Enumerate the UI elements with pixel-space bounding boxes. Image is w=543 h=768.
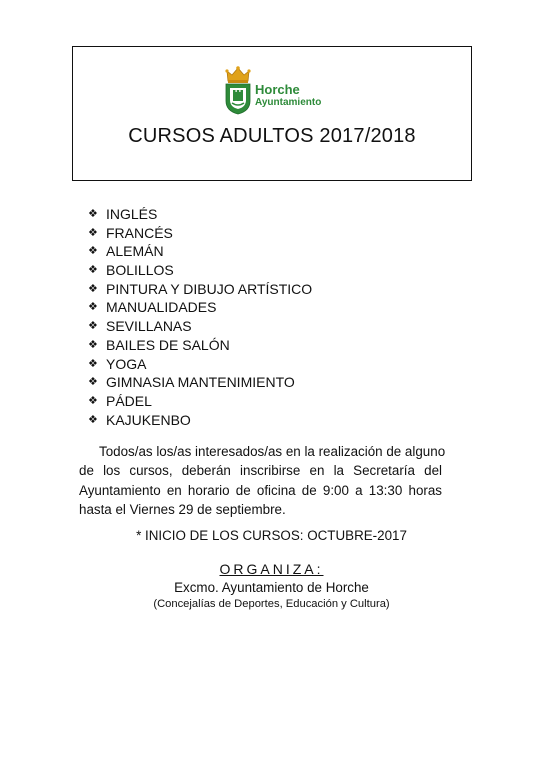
page-title: CURSOS ADULTOS 2017/2018 — [128, 125, 416, 147]
info-line: hasta el Viernes 29 de septiembre. — [79, 501, 286, 517]
diamond-bullet-icon: ❖ — [88, 394, 98, 407]
crest-icon — [223, 65, 253, 115]
course-name: KAJUKENBO — [106, 411, 191, 428]
diamond-bullet-icon: ❖ — [88, 357, 98, 370]
organizer-departments: (Concejalías de Deportes, Educación y Cultura) — [153, 598, 390, 610]
list-item — [88, 242, 312, 261]
list-item — [88, 411, 312, 430]
info-line: Ayuntamiento en horario de oficina de 9:00 a 13:30 horas — [79, 482, 442, 498]
diamond-bullet-icon: ❖ — [88, 282, 98, 295]
course-name: BOLILLOS — [106, 262, 174, 279]
course-name: PINTURA Y DIBUJO ARTÍSTICO — [106, 280, 313, 297]
list-item — [88, 224, 312, 243]
course-name: YOGA — [106, 355, 147, 372]
info-line: de los cursos, deberán inscribirse en la Secretaría del — [79, 463, 442, 479]
diamond-bullet-icon: ❖ — [88, 338, 98, 351]
list-item — [88, 355, 312, 374]
info-line: Todos/as los/as interesados/as en la realización de alguno — [99, 444, 446, 459]
organizer-name: Excmo. Ayuntamiento de Horche — [174, 580, 369, 595]
course-name: GIMNASIA MANTENIMIENTO — [106, 374, 295, 391]
list-item — [88, 298, 312, 317]
diamond-bullet-icon: ❖ — [88, 320, 98, 333]
list-item — [88, 205, 312, 224]
course-list — [88, 205, 312, 429]
diamond-bullet-icon: ❖ — [88, 301, 98, 314]
diamond-bullet-icon: ❖ — [88, 376, 98, 389]
course-name: MANUALIDADES — [106, 299, 217, 316]
course-name: INGLÉS — [106, 206, 158, 222]
diamond-bullet-icon: ❖ — [88, 413, 98, 426]
course-name: SEVILLANAS — [106, 318, 192, 335]
course-name: ALEMÁN — [106, 243, 164, 260]
header-box — [72, 46, 472, 181]
organizer-heading: ORGANIZA: — [219, 561, 324, 577]
diamond-bullet-icon: ❖ — [88, 208, 98, 220]
list-item — [88, 336, 312, 355]
logo-name: Horche — [255, 82, 300, 97]
list-item — [88, 317, 312, 336]
course-name: FRANCÉS — [106, 224, 173, 241]
course-name: BAILES DE SALÓN — [106, 336, 230, 353]
list-item — [88, 373, 312, 392]
registration-info — [79, 442, 446, 519]
list-item — [88, 392, 312, 411]
logo — [223, 65, 343, 115]
diamond-bullet-icon: ❖ — [88, 245, 98, 258]
diamond-bullet-icon: ❖ — [88, 226, 98, 239]
logo-subtitle: Ayuntamiento — [255, 97, 322, 108]
list-item — [88, 280, 312, 299]
course-name: PÁDEL — [106, 392, 152, 409]
list-item — [88, 261, 312, 280]
diamond-bullet-icon: ❖ — [88, 264, 98, 277]
start-notice: * INICIO DE LOS CURSOS: OCTUBRE-2017 — [136, 528, 407, 543]
